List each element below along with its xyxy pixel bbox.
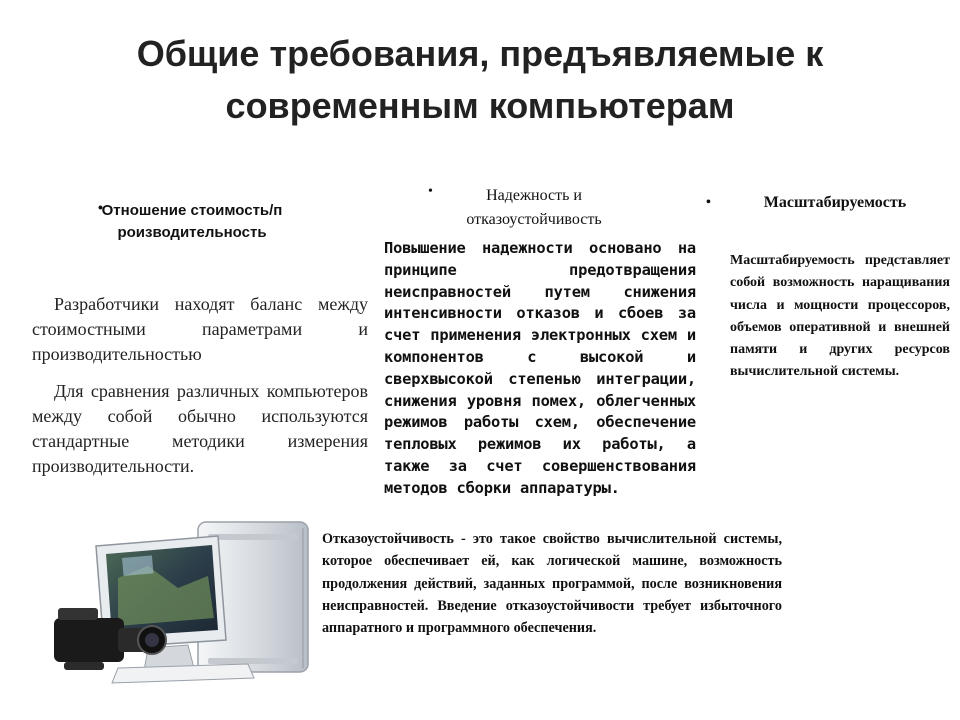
- column-heading-cost: [94, 200, 290, 244]
- paragraph: Для сравнения различных компьютеров между собой обычно используются стандартные методики измерения производительности.: [32, 381, 368, 476]
- column-heading-label: Надежность и отказоустойчивость: [466, 187, 602, 228]
- paragraph: Разработчики находят баланс между стоимостными параметрами и производительностью: [32, 294, 368, 364]
- cost-performance-text: [32, 292, 368, 491]
- fault-tolerance-text: Отказоустойчивость - это такое свойство вычислительной системы, которое обеспечивает ей, как логической машине, возможность продолжения действий, заданных программой, после возникновения неисправностей. Введение отказоустойчивости требует избыточного аппаратного и программного обеспечения.: [322, 531, 782, 637]
- bullet-icon: •: [706, 195, 711, 210]
- reliability-text: Повышение надежности основано на принципе предотвращения неисправностей путем снижения интенсивности отказов и сбоев за счет применения электронных схем и компонентов с высокой и сверхвысокой степенью интеграции, снижения уровня помех, облегченных режимов работы схем, обеспечение тепловых режимов их работы, а также за счет совершенствования методов сборки аппаратуры.: [384, 239, 696, 497]
- bullet-icon: •: [428, 184, 433, 199]
- bullet-icon: •: [98, 199, 103, 215]
- column-heading-label: Отношение стоимость/производительность: [101, 202, 283, 241]
- slide-title: Общие требования, предъявляемые к современным компьютерам: [136, 33, 824, 126]
- column-heading-reliability: [428, 184, 636, 232]
- column-heading-label: Масштабируемость: [763, 194, 907, 211]
- keyboard-icon: [112, 664, 254, 683]
- scalability-text: Масштабируемость представляет собой возможность наращивания числа и мощности процессоров, объемов оперативной и внешней памяти и других ресурсов вычислительной системы.: [730, 253, 950, 380]
- column-heading-scalability: [700, 192, 940, 214]
- computer-camera-illustration: [48, 518, 320, 690]
